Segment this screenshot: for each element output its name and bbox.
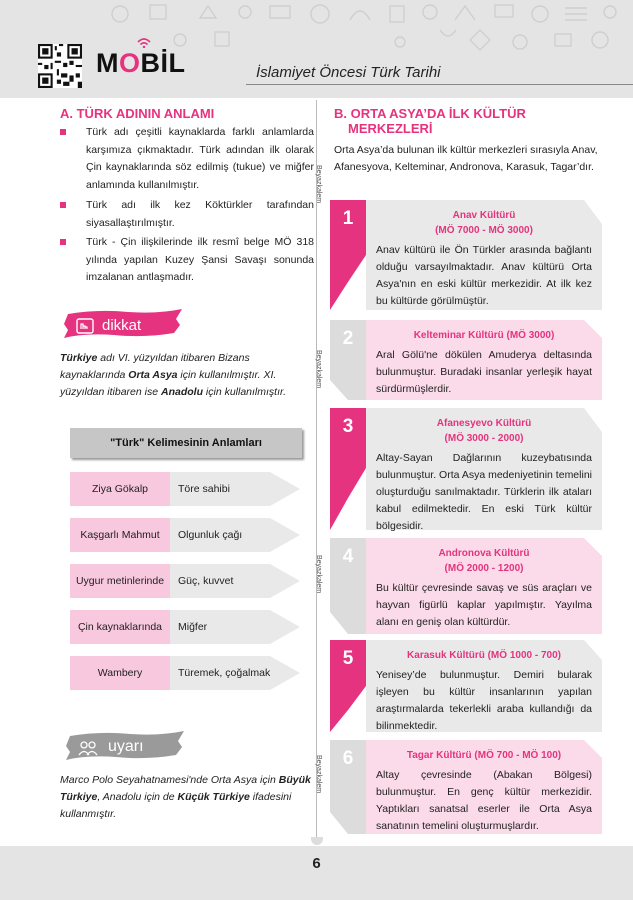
culture-card xyxy=(330,200,602,310)
meaning-value: Türemek, çoğalmak xyxy=(178,667,271,679)
section-b-title-line: MERKEZLERİ xyxy=(348,121,433,136)
dikkat-label: dikkat xyxy=(102,317,142,334)
uyari-label: uyarı xyxy=(108,738,144,755)
section-b-title-line: B. ORTA ASYA’DA İLK KÜLTÜR xyxy=(334,106,526,121)
card-title-line: Kelteminar Kültürü (MÖ 3000) xyxy=(413,330,555,341)
card-text: Bu kültür çevresinde savaş ve süs araçları ve hayvan figürlü kaplar yapılmıştır. Yayılma alanı en geniş olan kültürdür. xyxy=(376,582,592,628)
culture-card xyxy=(330,740,602,834)
card-body xyxy=(366,740,602,835)
watermark xyxy=(314,555,322,593)
section-b-intro: Orta Asya’da bulunan ilk kültür merkezleri sırasıyla Anav, Afanesyova, Kelteminar, Andronova, Karasuk, Tagar’dır. xyxy=(334,144,598,173)
meaning-value: Töre sahibi xyxy=(178,483,230,495)
card-text: Aral Gölü'ne dökülen Amuderya deltasında bulunmuştur. Buradaki insanlar yerleşik hayat sürdürmüşlerdir. xyxy=(376,349,592,395)
meaning-value: Miğfer xyxy=(178,621,208,633)
meaning-source: Kaşgarlı Mahmut xyxy=(70,518,170,552)
uyari-note xyxy=(60,772,312,823)
qr-code-icon[interactable] xyxy=(38,44,82,88)
card-number: 2 xyxy=(342,328,354,349)
culture-card xyxy=(330,538,602,634)
card-number: 5 xyxy=(342,648,354,669)
bullet-text: Türk - Çin ilişkilerinde ilk resmî belge MÖ 318 yılında yapılan Kuzey Şansi Savaşı sonunda imzalanan antlaşmadır. xyxy=(86,236,314,283)
column-divider xyxy=(316,100,317,838)
uyari-badge xyxy=(64,730,188,766)
meaning-source: Wambery xyxy=(70,656,170,690)
card-body xyxy=(366,320,602,398)
watermark xyxy=(314,755,322,793)
card-body xyxy=(366,200,602,310)
page-number: 6 xyxy=(312,855,321,872)
card-title-line: (MÖ 7000 - MÖ 3000) xyxy=(435,225,533,236)
meaning-row xyxy=(70,656,300,690)
card-title xyxy=(366,328,602,343)
card-title xyxy=(366,416,602,446)
card-body xyxy=(366,538,602,631)
card-text: Altay-Sayan Dağlarının kuzeybatısında bulunmuştur. Orta Asya medeniyetinin temelini oluşturduğu sanılmaktadır. Türklerin ilk ataları kabul edilmektedir. En eski Türk kültür bölgesidir. xyxy=(376,452,592,532)
note-bold: Anadolu xyxy=(160,386,203,398)
card-title-line: Afanesyevo Kültürü xyxy=(436,418,532,429)
card-title xyxy=(366,748,602,763)
page-header xyxy=(0,0,633,98)
meaning-source: Çin kaynaklarında xyxy=(70,610,170,644)
note-text: , Anadolu için de xyxy=(97,791,178,803)
card-number: 3 xyxy=(342,416,354,437)
wifi-icon xyxy=(136,36,152,48)
note-text: için kullanılmıştır. XI. yüzyıldan itibaren ise xyxy=(60,369,277,398)
note-bold: Büyük Türkiye xyxy=(60,774,311,803)
card-number: 4 xyxy=(342,546,354,567)
section-a-title: A. TÜRK ADININ ANLAMI xyxy=(60,106,215,121)
culture-card xyxy=(330,320,602,400)
note-text: için kullanılmıştır. xyxy=(202,386,287,398)
card-number: 6 xyxy=(342,748,354,769)
meanings-title: "Türk" Kelimesinin Anlamları xyxy=(70,428,302,458)
card-text: Altay çevresinde (Abakan Bölgesi) bulunmuştur. En genç kültür merkezidir. Yaptıkları sanatsal eserler ile Orta Asya sanatının temelini oluşturmuşlardır. xyxy=(376,769,592,832)
note-bold: Küçük Türkiye xyxy=(177,791,250,803)
card-title xyxy=(366,546,602,576)
dikkat-note xyxy=(60,350,312,401)
culture-card xyxy=(330,640,602,732)
bullet-text: Türk adı ilk kez Köktürkler tarafından siyasallaştırılmıştır. xyxy=(86,199,314,229)
bullet-square-icon xyxy=(60,239,66,245)
bullet-item xyxy=(60,234,314,287)
people-icon xyxy=(78,740,98,756)
note-text: adı VI. yüzyıldan itibaren Bizans kaynaklarında xyxy=(60,352,250,381)
watermark xyxy=(314,165,322,203)
card-text: Yenisey’de bulunmuştur. Demiri bularak işleyen bu kültür insanlarının yapılan araştırmalarda tekerlekli araba kullandığı da bilinmektedir. xyxy=(376,669,592,732)
watermark xyxy=(314,350,322,388)
logo-part: M xyxy=(96,48,119,78)
card-body xyxy=(366,408,602,535)
watermark-text: Beyazkalem xyxy=(315,755,322,794)
note-bold: Türkiye xyxy=(60,352,98,364)
meaning-row xyxy=(70,610,300,644)
meaning-row xyxy=(70,564,300,598)
card-title-line: Tagar Kültürü (MÖ 700 - MÖ 100) xyxy=(406,750,562,761)
card-title-line: Karasuk Kültürü (MÖ 1000 - 700) xyxy=(407,650,561,661)
card-number: 1 xyxy=(342,208,354,229)
note-text: Marco Polo Seyahatnamesi'nde Orta Asya için xyxy=(60,774,279,786)
watermark-text: Beyazkalem xyxy=(315,350,322,389)
divider-notch xyxy=(311,837,323,845)
subject-title: İslamiyet Öncesi Türk Tarihi xyxy=(256,64,441,81)
watermark-text: Beyazkalem xyxy=(315,555,322,594)
card-text: Anav kültürü ile Ön Türkler arasında bağlantı olduğu varsayılmaktadır. Anav kültürü Orta Asya'nın en eski kültür merkezidir. At ilk kez bu kültürde görülmüştür. xyxy=(376,244,592,307)
bullet-square-icon xyxy=(60,202,66,208)
meaning-value: Güç, kuvvet xyxy=(178,575,234,587)
meaning-source: Ziya Gökalp xyxy=(70,472,170,506)
meaning-value: Olgunluk çağı xyxy=(178,529,243,541)
header-rule xyxy=(246,84,633,85)
logo-part: O xyxy=(119,48,141,78)
culture-card xyxy=(330,408,602,530)
card-title xyxy=(366,648,602,663)
meaning-row xyxy=(70,518,300,552)
bullet-item xyxy=(60,197,314,232)
section-b-title xyxy=(334,106,526,136)
watermark-text: Beyazkalem xyxy=(315,165,322,204)
card-title-line: Andronova Kültürü xyxy=(438,548,530,559)
bullet-text: Türk adı çeşitli kaynaklarda farklı anlamlarda karşımıza çıkmaktadır. Türk adından ilk olarak Çin kaynaklarında söz edilmiş (tukue) ve miğfer anlamında kullanılmıştır. xyxy=(86,126,314,191)
mobil-logo xyxy=(96,48,186,79)
card-title-line: (MÖ 3000 - 2000) xyxy=(444,433,524,444)
meaning-source: Uygur metinlerinde xyxy=(70,564,170,598)
bullet-item xyxy=(60,124,314,194)
card-title-line: Anav Kültürü xyxy=(452,210,516,221)
logo-part: BİL xyxy=(140,48,186,78)
note-text: ifadesini kullanmıştır. xyxy=(60,791,292,820)
meaning-row xyxy=(70,472,300,506)
bullet-square-icon xyxy=(60,129,66,135)
note-bold: Orta Asya xyxy=(128,369,178,381)
dikkat-badge xyxy=(62,308,186,344)
card-body xyxy=(366,640,602,735)
hand-pointer-icon xyxy=(76,318,94,334)
card-title xyxy=(366,208,602,238)
card-title-line: (MÖ 2000 - 1200) xyxy=(444,563,524,574)
